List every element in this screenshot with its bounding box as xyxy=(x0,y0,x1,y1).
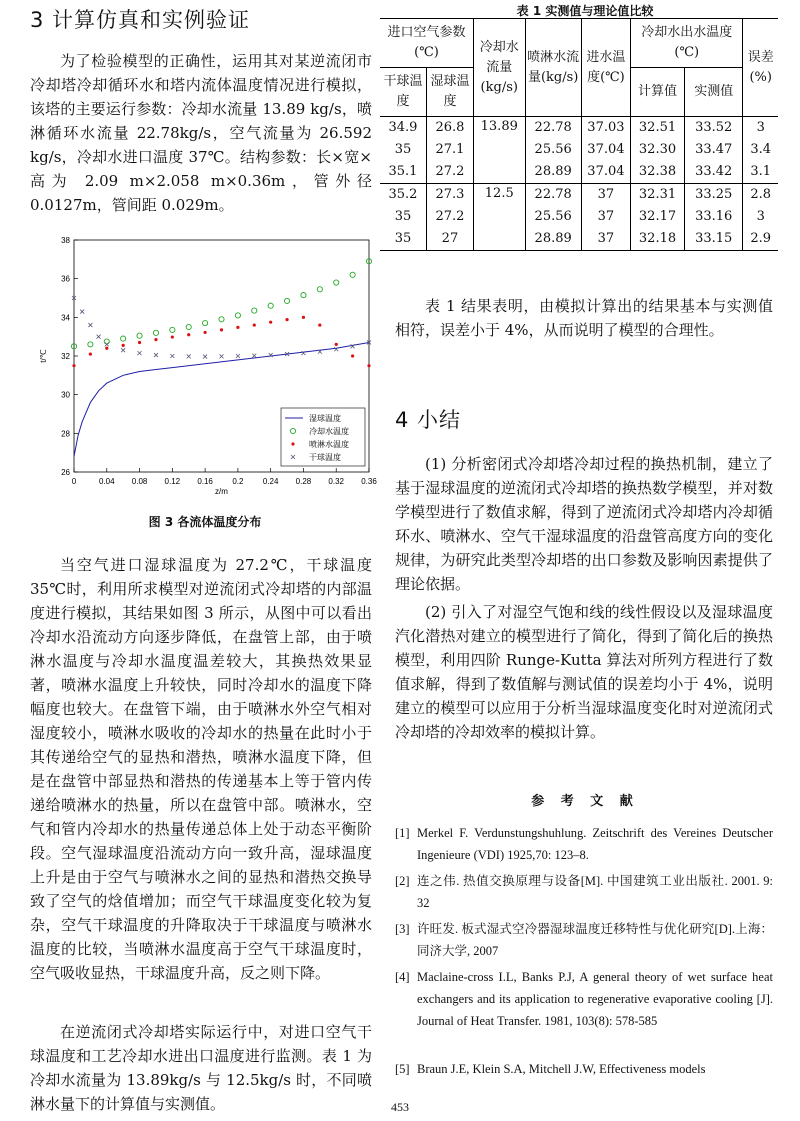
y-tick-label: 30 xyxy=(61,390,70,400)
table-cell: 28.89 xyxy=(525,161,581,184)
legend-label: 湿球温度 xyxy=(309,414,341,423)
table-1-body xyxy=(380,117,778,251)
x-axis-label: z/m xyxy=(215,487,228,495)
table-cell: 35.1 xyxy=(380,161,426,184)
legend-swatch-dot xyxy=(291,442,294,445)
table-cell: 2.8 xyxy=(750,187,772,202)
y-tick-label: 32 xyxy=(61,352,70,361)
table-cell: 35 xyxy=(380,206,426,228)
reference-number: [4] xyxy=(395,970,410,984)
figure-3-caption: 图 3 各流体温度分布 xyxy=(148,515,262,529)
x-tick-label: 0.12 xyxy=(164,477,181,486)
table-cell: 37.04 xyxy=(581,161,630,184)
table-cell: 32.17 xyxy=(631,206,685,228)
table-cell: 27.1 xyxy=(426,139,473,161)
data-point-spray-water xyxy=(269,321,272,324)
page-number: 453 xyxy=(391,1100,409,1114)
data-point-spray-water xyxy=(122,344,125,347)
th-measured: 实测值 xyxy=(684,68,742,117)
reference-number: [5] xyxy=(395,1062,410,1076)
legend-label: 干球温度 xyxy=(309,453,341,462)
table-cell: 33.16 xyxy=(684,206,742,228)
table-cell: 33.15 xyxy=(684,228,742,251)
table-cell: 3.4 xyxy=(750,142,772,157)
table-cell: 25.56 xyxy=(525,139,581,161)
data-point-spray-water xyxy=(105,347,108,350)
right-para-1: 表 1 结果表明，由模拟计算出的结果基本与实测值相符，误差小于 4%，从而说明了模型的合理性。 xyxy=(395,297,773,339)
th-error: 误差(%) xyxy=(747,49,774,85)
data-point-spray-water xyxy=(89,352,92,355)
x-tick-label: 0.04 xyxy=(98,477,115,486)
section-4-heading: 4 小结 xyxy=(395,408,462,432)
table-row xyxy=(380,228,778,251)
reference-text: Maclaine-cross I.L, Banks P.J, A general theory of wet surface heat exchangers and its application to regenerative evaporative cooling [J]. Journal of Heat Transfer. 1981, 103(8): 578-585 xyxy=(417,970,773,1028)
y-tick-label: 28 xyxy=(61,429,70,439)
table-cell: 32.38 xyxy=(631,161,685,184)
y-tick-label: 26 xyxy=(61,468,70,477)
table-cell: 33.42 xyxy=(684,161,742,184)
data-point-spray-water xyxy=(220,328,223,331)
th-calc: 计算值 xyxy=(631,68,685,117)
legend-label: 冷却水温度 xyxy=(309,427,349,436)
references-title: 参 考 文 献 xyxy=(531,794,639,809)
th-spray-flow: 喷淋水流量(kg/s) xyxy=(525,19,581,117)
reference-number: [2] xyxy=(395,874,410,888)
table-cell: 33.52 xyxy=(684,117,742,140)
data-point-spray-water xyxy=(72,364,75,367)
table-row xyxy=(380,117,778,140)
table-cell: 32.30 xyxy=(631,139,685,161)
data-point-spray-water xyxy=(154,338,157,341)
table-cell: 27 xyxy=(426,228,473,251)
table-cell: 12.5 xyxy=(473,184,525,251)
table-cell: 22.78 xyxy=(525,117,581,140)
data-point-spray-water xyxy=(187,333,190,336)
data-point-spray-water xyxy=(253,323,256,326)
table-cell: 28.89 xyxy=(525,228,581,251)
y-tick-label: 36 xyxy=(61,274,70,284)
reference-item xyxy=(395,822,775,866)
figure-3-chart xyxy=(28,230,378,495)
legend-label: 喷淋水温度 xyxy=(309,440,349,449)
reference-item xyxy=(395,870,775,914)
table-row xyxy=(380,184,778,207)
data-point-spray-water xyxy=(335,343,338,346)
reference-number: [3] xyxy=(395,922,410,936)
table-cell: 13.89 xyxy=(473,117,525,184)
table-cell: 32.18 xyxy=(631,228,685,251)
table-cell: 25.56 xyxy=(525,206,581,228)
table-cell: 35 xyxy=(380,228,426,251)
reference-item xyxy=(395,966,775,1054)
x-tick-label: 0.16 xyxy=(197,477,213,486)
reference-text: Braun J.E, Klein S.A, Mitchell J.W, Effectiveness models xyxy=(417,1062,706,1076)
table-cell: 22.78 xyxy=(525,184,581,207)
x-tick-label: 0 xyxy=(71,477,77,486)
table-cell: 33.47 xyxy=(684,139,742,161)
table-cell: 33.25 xyxy=(684,184,742,207)
reference-text: Merkel F. Verdunstungshuhlung. Zeitschrift des Vereines Deutscher Ingenieure (VDI) 1925,70: 123–8. xyxy=(417,826,773,862)
data-point-spray-water xyxy=(351,354,354,357)
data-point-spray-water xyxy=(204,331,207,334)
th-outlet-water: 冷却水出水温度(℃) xyxy=(631,19,743,68)
x-tick-label: 0.08 xyxy=(131,477,148,486)
table-cell: 3 xyxy=(756,209,765,224)
th-inlet-air: 进口空气参数(℃) xyxy=(380,19,473,68)
table-cell: 37.03 xyxy=(581,117,630,140)
reference-item xyxy=(395,1058,775,1080)
reference-item xyxy=(395,918,775,962)
reference-text: 连之伟. 热值交换原理与设备[M]. 中国建筑工业出版社. 2001. 9: 32 xyxy=(417,874,773,910)
section-3-heading: 3 计算仿真和实例验证 xyxy=(30,8,251,32)
table-cell: 27.3 xyxy=(426,184,473,207)
x-tick-label: 0.36 xyxy=(361,477,377,486)
x-tick-label: 0.28 xyxy=(295,477,312,486)
y-tick-label: 34 xyxy=(61,313,70,323)
table-row xyxy=(380,161,778,184)
table-cell: 35 xyxy=(380,139,426,161)
section-3-para-1: 为了检验模型的正确性，运用其对某逆流闭市冷却塔冷却循环水和塔内流体温度情况进行模拟，该塔的主要运行参数：冷却水流量 13.89 kg/s，喷淋循环水流量 22.78kg/s，空气流量为 26.592 kg/s，冷却水进口温度 37℃。结构参数：长×宽×高为 2.09 m×2.058 m×0.36m，管外径 0.0127m，管间距 0.029m。 xyxy=(30,52,372,214)
th-dry-bulb: 干球温度 xyxy=(380,68,426,117)
table-cell: 2.9 xyxy=(750,231,772,246)
table-cell: 37 xyxy=(581,206,630,228)
data-point-spray-water xyxy=(171,335,174,338)
data-point-spray-water xyxy=(367,364,370,367)
reference-text: 许旺发. 板式湿式空冷器湿球温度迁移特性与优化研究[D].上海：同济大学, 2007 xyxy=(417,922,773,958)
data-point-spray-water xyxy=(285,318,288,321)
th-inlet-water: 进水温度(℃) xyxy=(581,19,630,117)
table-cell: 27.2 xyxy=(426,206,473,228)
section-3-para-2: 当空气进口湿球温度为 27.2℃，干球温度 35℃时，利用所求模型对逆流闭式冷却塔的内部温度进行模拟，其结果如图 3 所示，从图中可以看出冷却水沿流动方向逐步降低，在盘管上部，由于喷淋水温度与冷却水温度温差较大，其换热效果显著，喷淋水温度上升较快，同时冷却水的温度下降幅度也较大。在盘管下端，由于喷淋水外空气相对湿度较小，喷淋水吸收的冷却水的热量在此时小于其传递给空气的显热和潜热，喷淋水温度下降，但是在盘管中部显热和潜热的传递基本上等于管内传递给喷淋水的热量，所以在盘管中部。喷淋水，空气和管内冷却水的热量传递总体上处于动态平衡阶段。空气湿球温度沿流动方向一致升高，湿球温度上升是由于空气与喷淋水之间的显热和潜热交换导致了空气的焓值增加；而空气干球温度变化较为复杂，空气干球温度的升降取决于干球温度与喷淋水温度的比较，当喷淋水温度高于空气干球温度时，空气吸收显热，干球温度升高，反之则下降。 xyxy=(30,556,372,982)
reference-number: [1] xyxy=(395,826,410,840)
table-cell: 37 xyxy=(581,228,630,251)
table-1-title: 表 1 实测值与理论值比较 xyxy=(516,4,654,18)
table-cell: 35.2 xyxy=(380,184,426,207)
table-cell: 37.04 xyxy=(581,139,630,161)
section-4-item-2: (2) 引入了对湿空气饱和线的线性假设以及湿球温度汽化潜热对建立的模型进行了简化，得到了简化后的换热模型，利用四阶 Runge-Kutta 算法对所列方程进行了数值求解，得到了数值解与测试值的误差均小于 4%，说明建立的模型可以应用于分析当湿球温度变化时对逆流闭式冷却塔的冷却效率的模拟计算。 xyxy=(395,603,773,741)
table-cell: 3.1 xyxy=(750,164,772,179)
section-3-para-3: 在逆流闭式冷却塔实际运行中，对进口空气干球温度和工艺冷却水进出口温度进行监测。表 1 为冷却水流量为 13.89kg/s 与 12.5kg/s 时，不同喷淋水量下的计算值与实测值。 xyxy=(30,1023,372,1113)
table-cell: 32.51 xyxy=(631,117,685,140)
data-point-spray-water xyxy=(138,341,141,344)
x-tick-label: 0.24 xyxy=(262,477,279,486)
th-wet-bulb: 湿球温度 xyxy=(426,68,473,117)
table-cell: 32.31 xyxy=(631,184,685,207)
table-cell: 26.8 xyxy=(426,117,473,140)
table-cell: 27.2 xyxy=(426,161,473,184)
section-4-item-1: (1) 分析密闭式冷却塔冷却过程的换热机制，建立了基于湿球温度的逆流闭式冷却塔的换热数学模型，并对数学模型进行了数值求解，得到了逆流闭式冷却塔内冷却循环水、喷淋水、空气干湿球温度的沿盘管高度方向的变化规律，为研究此类型冷却塔的出口参数及影响因素提供了理论依据。 xyxy=(395,455,773,593)
x-tick-label: 0.2 xyxy=(232,477,244,486)
y-axis-label: t/℃ xyxy=(39,349,48,363)
table-row xyxy=(380,139,778,161)
y-tick-label: 38 xyxy=(61,236,70,245)
table-cell: 34.9 xyxy=(380,117,426,140)
data-point-spray-water xyxy=(236,326,239,329)
data-point-spray-water xyxy=(318,323,321,326)
table-1 xyxy=(380,18,778,251)
data-point-spray-water xyxy=(302,316,305,319)
table-cell: 37 xyxy=(581,184,630,207)
th-cooling-flow: 冷却水流量(kg/s) xyxy=(473,19,525,117)
table-row xyxy=(380,206,778,228)
table-cell: 3 xyxy=(756,120,765,135)
x-tick-label: 0.32 xyxy=(328,477,345,486)
